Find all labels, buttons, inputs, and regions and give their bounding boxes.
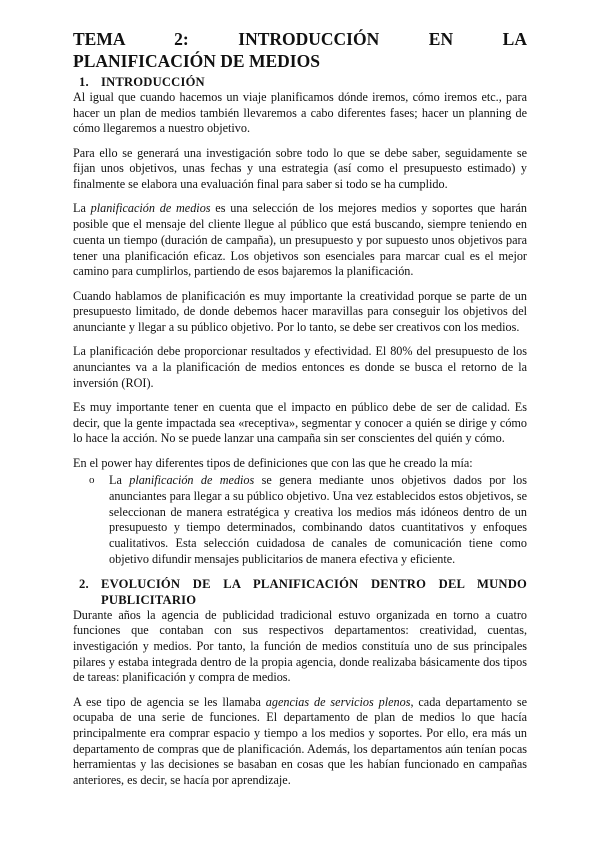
list-item: o La planificación de medios se genera mediante unos objetivos dados por los anunciantes para llegar a su público objetivo. Una vez establecidos estos objetivos, se seleccionan de manera estratégica y creativa los medios más idóneos dentro de un presupuesto y tiempo determinados, combinando datos cuantitativos y enfoques cualitativos. Esta selección cuidadosa de canales de comunicación tiene como objetivo difundir mensajes publicitarios de manera efectiva y eficiente. [89,473,528,566]
paragraph: Para ello se generará una investigación sobre todo lo que se debe saber, seguidamente se fijan unos objetivos, unas fechas y una estrategia (así como el presupuesto estimado) y finalmente se elabora una evaluación final para saber si todo se ha cumplido. [73,145,527,192]
section-1-title: INTRODUCCIÓN [101,75,205,89]
section-2-number: 2. [79,576,89,591]
title-line-1: TEMA 2: INTRODUCCIÓN EN LA [73,29,527,49]
bullet-icon: o [89,474,95,487]
paragraph: Durante años la agencia de publicidad tradicional estuvo organizada en torno a cuatro funciones que contaban con sus respectivos departamentos: creatividad, cuentas, investigación y medios. Por tanto, la función de medios constituía uno de sus principales pilares y estaba integrada dentro de la propia agencia, donde realizaba básicamente dos tipos de tareas: planificación y compra de medios. [73,607,527,685]
section-2-heading [79,576,527,608]
emphasis-term: agencias de servicios plenos [265,694,411,709]
paragraph: Es muy importante tener en cuenta que el impacto en público debe de ser de calidad. Es decir, que la gente impactada sea «receptiva», segmentar y conocer a quién se dirige y cómo lo hace la acción. No se puede lanzar una campaña sin ser conscientes del quién y cómo. [73,399,527,446]
emphasis-term: planificación de medios [90,201,211,216]
title-line-2: PLANIFICACIÓN DE MEDIOS [73,51,320,71]
definition-list [73,473,527,567]
section-1-number: 1. [79,75,89,89]
paragraph: Al igual que cuando hacemos un viaje planificamos dónde iremos, cómo iremos etc., para hacer un plan de medios también llevaremos a cabo diferentes fases; hacer un planning de cómo llegaremos a nuestro objetivo. [73,90,527,136]
paragraph: Cuando hablamos de planificación es muy importante la creatividad porque se parte de un presupuesto limitado, de donde debemos hacer maravillas para conseguir los objetivos del anunciante y llegar a su público objetivo. Por lo tanto, se debe ser creativos con los medios. [73,288,527,334]
document-page [73,28,527,789]
section-1-heading [79,74,527,90]
paragraph: A ese tipo de agencia se les llamaba agencias de servicios plenos, cada departamento se ocupaba de una serie de funciones. El departamento de plan de medios lo que hacía principalmente era comprar espacio y tiempo a los medios y soportes. Por ello, era más un departamento de compras que de planificación. Además, los departamentos aún tenían pocas herramientas y las decisiones se basaban en cosas que les habían funcionado en campañas anteriores, es decir, se hacía por aprendizaje. [73,694,527,788]
paragraph: En el power hay diferentes tipos de definiciones que con las que he creado la mía: [73,455,473,470]
section-2-title: EVOLUCIÓN DE LA PLANIFICACIÓN DENTRO DEL MUNDO PUBLICITARIO [101,576,527,607]
document-title [73,28,527,72]
paragraph: La planificación debe proporcionar resultados y efectividad. El 80% del presupuesto de los anunciantes va a la planificación de medios entonces es donde se busca el retorno de la inversión (ROI). [73,344,527,390]
emphasis-term: planificación de medios [129,473,255,488]
paragraph: La planificación de medios es una selección de los mejores medios y soportes que harán posible que el mensaje del cliente llegue al público que está buscando, siempre teniendo en cuenta un tiempo (duración de campaña), un presupuesto y por supuesto unos objetivos para tener una planificación eficaz. Los objetivos son esenciales para marcar cual es el mejor camino para cumplirlos, partiendo de esos bajaremos la planificación. [73,201,528,279]
